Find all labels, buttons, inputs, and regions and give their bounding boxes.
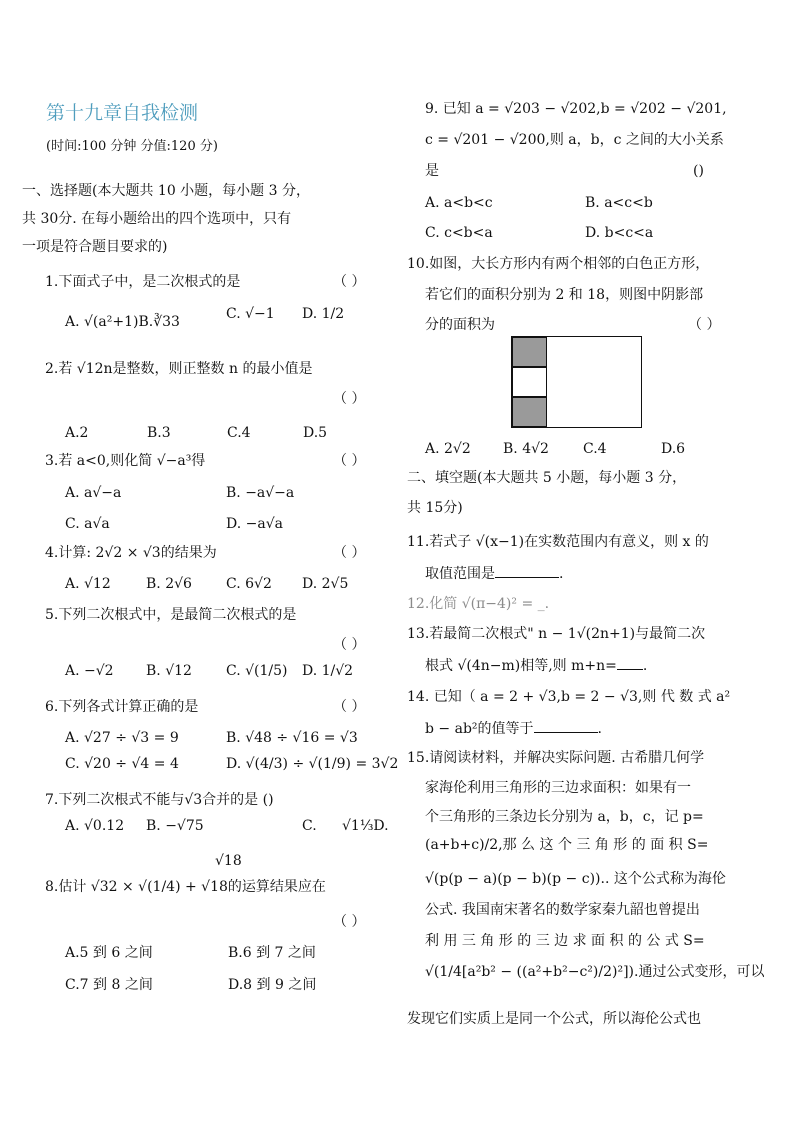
left-line xyxy=(65,484,121,502)
left-line xyxy=(302,662,353,680)
left-line xyxy=(333,452,365,470)
line-text: √1⅓D. xyxy=(342,818,389,834)
line-text: (a+b+c)/2,那 么 这 个 三 角 形 的 面 积 S= xyxy=(425,837,709,853)
left-line xyxy=(302,817,317,835)
right-line xyxy=(407,688,730,706)
line-text: 10.如图，大长方形内有两个相邻的白色正方形， xyxy=(407,256,710,272)
line-text: 发现它们实质上是同一个公式，所以海伦公式也 xyxy=(407,1011,701,1027)
line-text: C. xyxy=(302,818,317,834)
left-line xyxy=(302,575,348,593)
left-line xyxy=(45,878,326,896)
line-text: 9. 已知 a = √203 − √202,b = √202 − √201, xyxy=(425,101,727,117)
left-line xyxy=(146,662,192,680)
right-line xyxy=(425,224,493,242)
left-line xyxy=(146,817,204,835)
line-text: D. 2√5 xyxy=(302,576,349,592)
right-line xyxy=(407,1010,701,1028)
left-line xyxy=(146,575,192,593)
left-line xyxy=(65,944,153,962)
line-text: A.2 xyxy=(65,425,89,441)
right-line xyxy=(425,779,691,797)
shaded-region-bottom xyxy=(512,397,547,427)
line-text: （ ） xyxy=(688,317,721,333)
right-line xyxy=(425,655,647,675)
line-punct: . xyxy=(559,566,564,582)
line-text: 6.下列各式计算正确的是 xyxy=(45,699,199,715)
left-line xyxy=(65,729,179,747)
answer-blank[interactable] xyxy=(495,563,559,578)
line-text: 2.若 √12n是整数，则正整数 n 的最小值是 xyxy=(45,361,313,377)
left-line xyxy=(45,544,217,562)
line-text: D.6 xyxy=(661,441,686,457)
left-line xyxy=(65,662,114,680)
left-line xyxy=(226,575,272,593)
left-line xyxy=(226,484,294,502)
right-line xyxy=(425,963,764,981)
left-line xyxy=(65,424,88,442)
page-title: 第十九章自我检测 xyxy=(46,102,199,124)
line-text: A. √12 xyxy=(65,576,111,592)
line-text: C. 6√2 xyxy=(226,576,272,592)
right-line xyxy=(583,440,607,458)
line-text: 3.若 a<0,则化简 √−a³得 xyxy=(45,453,206,469)
right-line xyxy=(407,469,686,487)
line-text: √(p(p − a)(p − b)(p − c)).. 这个公式称为海伦 xyxy=(425,871,726,887)
line-text: B.3 xyxy=(147,425,171,441)
line-text: 15.请阅读材料，并解决实际问题. 古希腊几何学 xyxy=(407,750,705,766)
left-line xyxy=(228,944,316,962)
left-line xyxy=(302,305,344,323)
line-text: 4.计算: 2√2 × √3的结果为 xyxy=(45,545,217,561)
left-line xyxy=(215,852,242,870)
line-text: A. √0.12 xyxy=(65,818,125,834)
right-line xyxy=(425,563,563,583)
right-line xyxy=(425,808,704,826)
left-line xyxy=(342,817,389,835)
right-line xyxy=(425,316,495,334)
line-text: D. 1/2 xyxy=(302,306,345,322)
left-line xyxy=(22,182,310,200)
right-line xyxy=(407,499,463,517)
line-text: D.5 xyxy=(303,425,328,441)
small-white-square xyxy=(512,367,547,397)
line-text: （ ） xyxy=(333,391,366,407)
right-line xyxy=(425,286,703,304)
line-text: A. a√−a xyxy=(65,485,122,501)
left-line xyxy=(226,305,275,323)
line-punct: . xyxy=(642,658,648,674)
line-text: c = √201 − √200,则 a，b，c 之间的大小关系 xyxy=(425,132,724,148)
left-line xyxy=(333,636,365,654)
right-line xyxy=(693,162,704,180)
right-line xyxy=(585,194,653,212)
left-line xyxy=(22,238,167,256)
left-line xyxy=(226,662,288,680)
left-line xyxy=(333,913,365,931)
right-line xyxy=(425,836,708,854)
line-text: 若它们的面积分别为 2 和 18，则图中阴影部 xyxy=(425,287,704,303)
line-text: 分的面积为 xyxy=(425,317,495,333)
right-line xyxy=(661,440,685,458)
exam-info: (时间:100 分钟 分值:120 分) xyxy=(46,139,218,154)
line-text: () xyxy=(693,163,704,179)
line-text: C.4 xyxy=(227,425,251,441)
right-line xyxy=(425,901,700,919)
line-text: B. √48 ÷ √16 = √3 xyxy=(226,730,358,746)
left-line xyxy=(65,755,179,773)
line-text: 公式. 我国南宋著名的数学家秦九韶也曾提出 xyxy=(425,902,700,918)
line-text: D. −a√a xyxy=(226,516,283,532)
left-line xyxy=(45,698,198,716)
left-line xyxy=(227,424,251,442)
line-text: C.7 到 8 之间 xyxy=(65,977,153,993)
answer-blank[interactable] xyxy=(617,655,643,670)
left-line xyxy=(22,210,291,228)
line-text: B. 2√6 xyxy=(146,576,192,592)
line-text: A. 2√2 xyxy=(425,441,471,457)
line-text: 利 用 三 角 形 的 三 边 求 面 积 的 公 式 S= xyxy=(425,933,705,949)
line-text: （ ） xyxy=(333,637,366,653)
line-text: b − ab²的值等于 xyxy=(425,721,534,737)
line-text: B. 4√2 xyxy=(503,441,549,457)
left-line xyxy=(65,817,124,835)
answer-blank[interactable] xyxy=(534,718,598,733)
left-line xyxy=(45,791,274,809)
left-line xyxy=(65,976,153,994)
left-line xyxy=(147,424,171,442)
line-text: D. b<c<a xyxy=(585,225,654,241)
left-line xyxy=(333,390,365,408)
line-text: B. −a√−a xyxy=(226,485,295,501)
line-text: A. −√2 xyxy=(65,663,114,679)
left-line xyxy=(333,273,365,291)
left-line xyxy=(45,360,312,378)
line-text: （ ） xyxy=(333,453,366,469)
left-line xyxy=(228,976,316,994)
line-text: 7.下列二次根式不能与√3合并的是 () xyxy=(45,792,274,808)
right-line xyxy=(407,625,705,643)
line-text: 是 xyxy=(425,163,439,179)
left-line xyxy=(65,575,111,593)
right-line xyxy=(425,131,724,149)
line-text: A.5 到 6 之间 xyxy=(65,945,153,961)
line-text: 13.若最简二次根式" n − 1√(2n+1)与最简二次 xyxy=(407,626,706,642)
left-line xyxy=(333,698,365,716)
right-line xyxy=(503,440,549,458)
line-text: C. √(1/5) xyxy=(226,663,288,679)
left-line xyxy=(226,729,358,747)
question-10-figure xyxy=(511,336,642,428)
line-text: 5.下列二次根式中，是最简二次根式的是 xyxy=(45,607,297,623)
right-line xyxy=(425,718,602,738)
right-line xyxy=(407,749,704,767)
left-line xyxy=(65,313,180,331)
line-text: （ ） xyxy=(333,274,366,290)
line-text: 家海伦利用三角形的三边求面积：如果有一 xyxy=(425,780,691,796)
line-text: B. a<c<b xyxy=(585,195,653,211)
line-punct: . xyxy=(597,721,602,737)
line-text: D.8 到 9 之间 xyxy=(228,977,317,993)
line-text: A. √27 ÷ √3 = 9 xyxy=(65,730,179,746)
line-text: C.4 xyxy=(583,441,607,457)
right-line xyxy=(407,533,709,551)
right-line xyxy=(425,440,471,458)
line-text: √18 xyxy=(215,853,242,869)
left-line xyxy=(65,515,110,533)
line-text: 12.化简 √(π−4)² = _. xyxy=(407,596,550,612)
line-text: D. 1/√2 xyxy=(302,663,354,679)
line-text: B. −√75 xyxy=(146,818,204,834)
right-line xyxy=(585,224,653,242)
right-line xyxy=(425,162,439,180)
line-text: C. √20 ÷ √4 = 4 xyxy=(65,756,179,772)
right-line xyxy=(688,316,720,334)
left-line xyxy=(45,452,205,470)
line-text: （ ） xyxy=(333,545,366,561)
line-text: 一、选择题(本大题共 10 小题，每小题 3 分， xyxy=(22,183,310,199)
left-line xyxy=(303,424,327,442)
line-text: A. √(a²+1)B.∛33 xyxy=(65,314,180,330)
line-text: 8.估计 √32 × √(1/4) + √18的运算结果应在 xyxy=(45,879,326,895)
line-text: （ ） xyxy=(333,914,366,930)
line-text: 14. 已知（ a = 2 + √3,b = 2 − √3,则 代 数 式 a² xyxy=(407,689,731,705)
line-text: （ ） xyxy=(333,699,366,715)
left-line xyxy=(45,606,296,624)
line-text: √(1/4[a²b² − ((a²+b²−c²)/2)²]).通过公式变形，可以 xyxy=(425,964,765,980)
line-text: 个三角形的三条边长分别为 a，b，c，记 p= xyxy=(425,809,704,825)
left-line xyxy=(226,755,398,773)
line-text: C. a√a xyxy=(65,516,110,532)
left-line xyxy=(333,544,365,562)
line-text: 取值范围是 xyxy=(425,566,495,582)
line-text: D. √(4/3) ÷ √(1/9) = 3√2 xyxy=(226,756,399,772)
right-line xyxy=(425,932,705,950)
line-text: 共 30分. 在每小题给出的四个选项中，只有 xyxy=(22,211,292,227)
line-text: 二、填空题(本大题共 5 小题，每小题 3 分， xyxy=(407,470,687,486)
line-text: B.6 到 7 之间 xyxy=(228,945,316,961)
left-line xyxy=(45,273,240,291)
right-line xyxy=(425,100,727,118)
line-text: 一项是符合题目要求的) xyxy=(22,239,168,255)
right-line xyxy=(407,595,549,613)
line-text: A. a<b<c xyxy=(425,195,493,211)
shaded-region-top xyxy=(512,337,547,367)
line-text: B. √12 xyxy=(146,663,192,679)
right-line xyxy=(407,255,709,273)
line-text: 根式 √(4n−m)相等,则 m+n= xyxy=(425,658,617,674)
line-text: 11.若式子 √(x−1)在实数范围内有意义，则 x 的 xyxy=(407,534,709,550)
right-line xyxy=(425,194,493,212)
right-line xyxy=(425,870,726,888)
line-text: C. c<b<a xyxy=(425,225,493,241)
line-text: C. √−1 xyxy=(226,306,275,322)
line-text: 共 15分) xyxy=(407,500,463,516)
left-line xyxy=(226,515,283,533)
line-text: 1.下面式子中，是二次根式的是 xyxy=(45,274,241,290)
